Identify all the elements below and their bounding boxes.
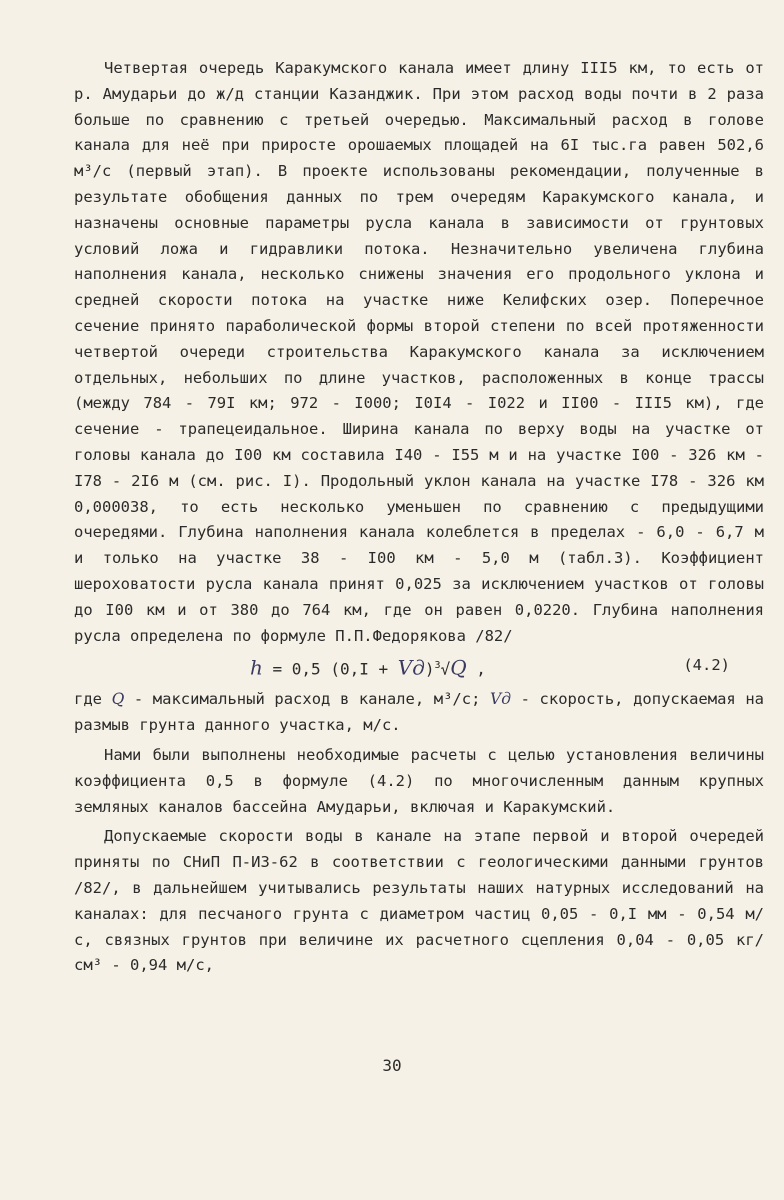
paragraph-canal-description: Четвертая очередь Каракумского канала имеет длину III5 км, то есть от р. Амударьи до ж/д станции Казанджик. При этом расход воды почти в 2 раза больше по сравнению с третьей очередью. Максимальный расход в голове канала для неё при приросте орошаемых площадей на 6I тыс.га равен 502,6 м³/с (первый этап). В проекте использованы рекомендации, полученные в результате обобщения данных по трем очередям Каракумского канала, и назначены основные параметры русла канала в зависимости от грунтовых условий ложа и гидравлики потока. Незначительно увеличена глубина наполнения канала, несколько снижены значения его продольного уклона и средней скорости потока на участке ниже Келифских озер. Поперечное сечение принято параболической формы второй степени по всей протяженности четвертой очереди строительства Каракумского канала за исключением отдельных, небольших по длине участков, расположенных в конце трассы (между 784 - 79I км; 972 - I000; I0I4 - I022 и II00 - III5 км), где сечение - трапецеидальное. Ширина канала по верху воды на участке от головы канала до I00 км составила I40 - I55 м и на участке I00 - 326 км - I78 - 2I6 м (см. рис. I). Продольный уклон канала на участке I78 - 326 км 0,000038, то есть несколько уменьшен по сравнению с предыдущими очередями. Глубина наполнения канала колеблется в пределах - 6,0 - 6,7 м и только на участке 38 - I00 км - 5,0 м (табл.3). Коэффициент шероховатости русла канала принят 0,025 за исключением участков от головы до I00 км и от 380 до 764 км, где он равен 0,0220. Глубина наполнения русла определена по формуле П.П.Федорякова /82/ (74, 59, 764, 645)
formula-tail: , (466, 659, 486, 679)
formula-expression: h = 0,5 (0,I + Vд)$^3$√Q , (250, 655, 486, 680)
legend-q-text: - максимальный расход в канале, м³/с; (124, 690, 490, 709)
paragraph-formula-legend (74, 687, 764, 739)
formula-root-index: 3 (434, 660, 441, 672)
paragraph-velocities: Допускаемые скорости воды в канале на этапе первой и второй очередей приняты по СНиП П-ИЗ-62 в соответствии с геологическими данными грунтов /82/, в дальнейшем учитывались результаты наших натурных исследований на каналах: для песчаного грунта с диаметром частиц 0,05 - 0,I мм - 0,54 м/с, связных грунтов при величине их расчетного сцепления 0,04 - 0,05 кг/см³ - 0,94 м/с, (74, 827, 764, 975)
body-text (74, 56, 764, 983)
legend-v-text: - скорость, допускаемая на размыв грунта данного участка, м/с. (74, 690, 764, 735)
legend-q-symbol: Q (111, 690, 125, 709)
formula-h-symbol: h (250, 655, 263, 680)
legend-v-symbol: Vд (490, 690, 512, 709)
page-number: 30 (382, 1056, 402, 1075)
legend-where: где (74, 690, 102, 709)
formula-body: = 0,5 (0,I + (262, 659, 398, 679)
formula-v-symbol: Vд (397, 655, 425, 680)
formula-4-2 (74, 653, 764, 687)
formula-radicand: Q (450, 655, 467, 680)
formula-number: (4.2) (683, 656, 730, 675)
paragraph-calculations: Нами были выполнены необходимые расчеты с целью установления величины коэффициента 0,5 в формуле (4.2) по многочисленным данным крупных земляных каналов бассейна Амударьи, включая и Каракумский. (74, 745, 764, 816)
